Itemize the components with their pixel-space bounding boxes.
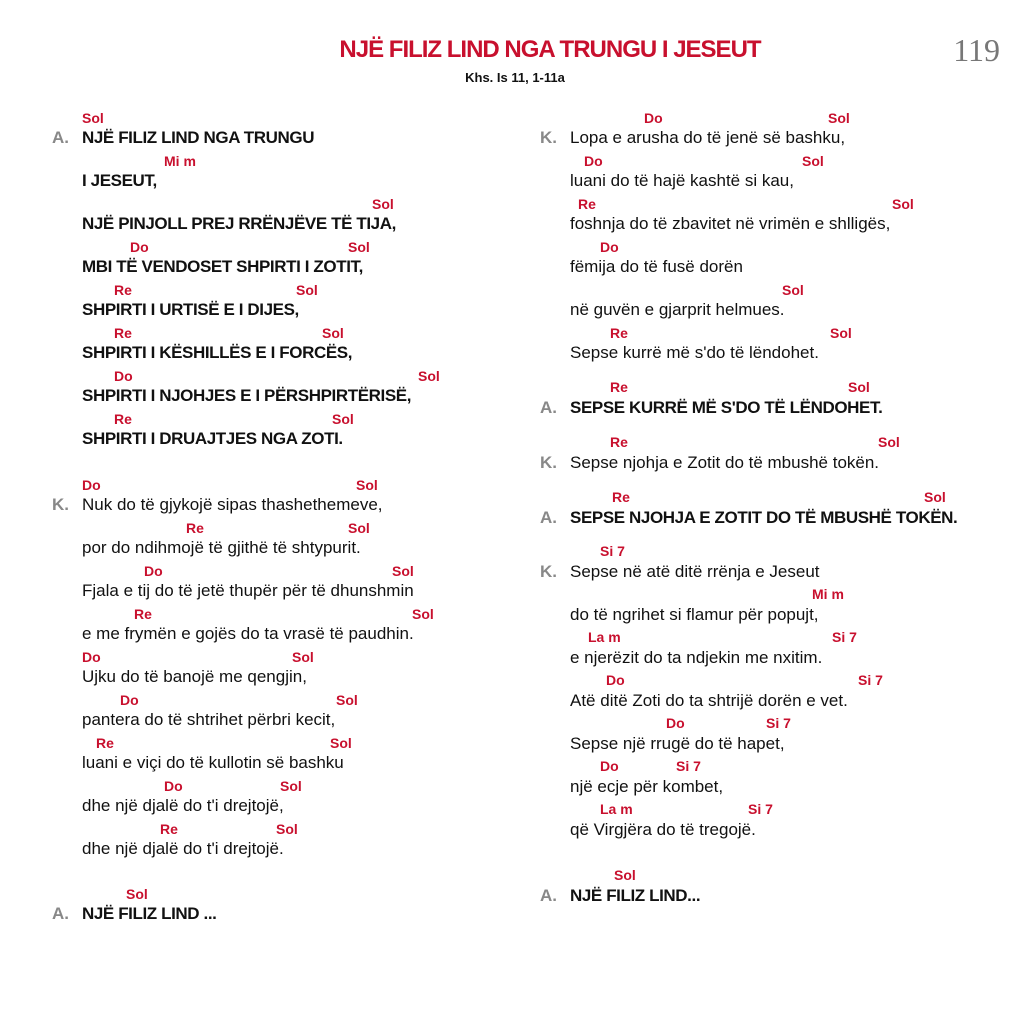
chord: Re xyxy=(114,325,132,341)
lyric-text: SHPIRTI I KËSHILLËS E I FORCËS, xyxy=(82,343,353,362)
chord: Sol xyxy=(330,735,352,751)
chord: Si 7 xyxy=(676,758,701,774)
lyric-line xyxy=(52,171,157,191)
lyric-line xyxy=(52,796,284,816)
chord-line xyxy=(52,886,522,902)
chord: Do xyxy=(82,477,101,493)
lyric-line xyxy=(52,667,307,687)
chord: Re xyxy=(610,434,628,450)
lyric-line xyxy=(52,343,352,363)
chord: Sol xyxy=(82,110,104,126)
lyric-text: foshnja do të zbavitet në vrimën e shlligës, xyxy=(570,214,891,233)
chord-line xyxy=(52,368,522,384)
chord: Sol xyxy=(356,477,378,493)
chord-line xyxy=(52,649,522,665)
chord: Sol xyxy=(418,368,440,384)
chord: Sol xyxy=(348,239,370,255)
chord: Sol xyxy=(332,411,354,427)
chord-line xyxy=(52,692,522,708)
section-marker: K. xyxy=(540,453,557,472)
lyric-text: I JESEUT, xyxy=(82,171,157,190)
chord-line xyxy=(52,110,522,126)
chord: La m xyxy=(600,801,633,817)
lyric-text: Ujku do të banojë me qengjin, xyxy=(82,667,307,686)
lyric-text: luani do të hajë kashtë si kau, xyxy=(570,171,794,190)
chord: Do xyxy=(114,368,133,384)
lyric-text: NJË FILIZ LIND... xyxy=(570,886,701,905)
chord: Mi m xyxy=(164,153,196,169)
lyric-line xyxy=(540,343,819,363)
section-marker: K. xyxy=(52,495,69,514)
chord-line xyxy=(52,239,522,255)
lyric-text: fëmija do të fusë dorën xyxy=(570,257,743,276)
chord: Do xyxy=(600,758,619,774)
lyric-line xyxy=(52,538,361,558)
lyric-line xyxy=(52,386,411,406)
chord: Si 7 xyxy=(748,801,773,817)
chord-line xyxy=(540,543,1010,559)
chord-line xyxy=(52,520,522,536)
chord-line xyxy=(540,110,1010,126)
scripture-reference: Khs. Is 11, 1-11a xyxy=(465,70,565,85)
chord-line xyxy=(540,434,1010,450)
song-title: NJË FILIZ LIND NGA TRUNGU I JESEUT xyxy=(339,36,761,63)
chord-line xyxy=(52,735,522,751)
section-marker: A. xyxy=(540,508,557,527)
chord: Mi m xyxy=(812,586,844,602)
chord: Do xyxy=(644,110,663,126)
lyric-line xyxy=(540,886,700,906)
chord: Sol xyxy=(372,196,394,212)
chord: Sol xyxy=(412,606,434,622)
lyric-text: SHPIRTI I URTISË E I DIJES, xyxy=(82,300,299,319)
lyric-text: NJË FILIZ LIND NGA TRUNGU xyxy=(82,128,315,147)
section-marker: A. xyxy=(540,886,557,905)
lyric-line xyxy=(52,710,335,730)
chord: Sol xyxy=(892,196,914,212)
chord: Sol xyxy=(782,282,804,298)
lyric-text: Sepse në atë ditë rrënja e Jeseut xyxy=(570,562,820,581)
chord: Sol xyxy=(280,778,302,794)
chord-line xyxy=(540,489,1010,505)
lyric-text: në guvën e gjarprit helmues. xyxy=(570,300,785,319)
chord-line xyxy=(540,282,1010,298)
chord-line xyxy=(540,196,1010,212)
lyric-text: Nuk do të gjykojë sipas thashethemeve, xyxy=(82,495,383,514)
lyric-line xyxy=(52,300,299,320)
chord: Do xyxy=(606,672,625,688)
chord-line xyxy=(540,672,1010,688)
chord-line xyxy=(540,325,1010,341)
section-marker: A. xyxy=(540,398,557,417)
lyric-text: një ecje për kombet, xyxy=(570,777,724,796)
lyric-text: NJË FILIZ LIND ... xyxy=(82,904,217,923)
chord-line xyxy=(52,411,522,427)
chord-line xyxy=(52,325,522,341)
chord: Do xyxy=(666,715,685,731)
lyric-text: që Virgjëra do të tregojë. xyxy=(570,820,756,839)
lyric-text: SEPSE KURRË MË S'DO TË LËNDOHET. xyxy=(570,398,883,417)
lyric-line xyxy=(52,581,414,601)
lyric-line xyxy=(540,171,794,191)
lyric-text: por do ndihmojë të gjithë të shtypurit. xyxy=(82,538,361,557)
chord: Re xyxy=(96,735,114,751)
chord-line xyxy=(540,586,1010,602)
chord: Sol xyxy=(830,325,852,341)
chord: Sol xyxy=(878,434,900,450)
lyric-line xyxy=(540,820,756,840)
chord: Re xyxy=(160,821,178,837)
lyric-text: Atë ditë Zoti do ta shtrijë dorën e vet. xyxy=(570,691,848,710)
lyric-line xyxy=(52,128,314,148)
lyric-text: NJË PINJOLL PREJ RRËNJËVE TË TIJA, xyxy=(82,214,396,233)
lyric-line xyxy=(540,777,723,797)
chord: Do xyxy=(82,649,101,665)
chord-line xyxy=(52,606,522,622)
lyric-line xyxy=(540,257,743,277)
chord-line xyxy=(52,282,522,298)
lyric-line xyxy=(540,648,822,668)
chord-line xyxy=(52,778,522,794)
lyric-line xyxy=(540,508,957,528)
lyric-text: Sepse një rrugë do të hapet, xyxy=(570,734,785,753)
chord-line xyxy=(52,821,522,837)
chord: Do xyxy=(584,153,603,169)
chord: Do xyxy=(144,563,163,579)
chord: Si 7 xyxy=(600,543,625,559)
chord: Sol xyxy=(392,563,414,579)
chord: Si 7 xyxy=(832,629,857,645)
chord: Do xyxy=(600,239,619,255)
chord: Sol xyxy=(848,379,870,395)
lyric-text: SHPIRTI I DRUAJTJES NGA ZOTI. xyxy=(82,429,343,448)
chord: Re xyxy=(114,282,132,298)
chord: Do xyxy=(120,692,139,708)
chord: Do xyxy=(164,778,183,794)
lyric-text: dhe një djalë do t'i drejtojë, xyxy=(82,796,284,815)
chord: Sol xyxy=(828,110,850,126)
lyric-text: MBI TË VENDOSET SHPIRTI I ZOTIT, xyxy=(82,257,363,276)
lyric-text: dhe një djalë do t'i drejtojë. xyxy=(82,839,284,858)
lyric-text: Lopa e arusha do të jenë së bashku, xyxy=(570,128,846,147)
chord: Sol xyxy=(296,282,318,298)
chord: Re xyxy=(186,520,204,536)
lyric-line xyxy=(540,128,845,148)
lyric-line xyxy=(52,214,396,234)
chord: Re xyxy=(610,325,628,341)
chord: Si 7 xyxy=(858,672,883,688)
chord: La m xyxy=(588,629,621,645)
chord: Sol xyxy=(292,649,314,665)
lyric-text: SEPSE NJOHJA E ZOTIT DO TË MBUSHË TOKËN. xyxy=(570,508,958,527)
chord-line xyxy=(540,758,1010,774)
chord-line xyxy=(540,379,1010,395)
section-marker: A. xyxy=(52,128,69,147)
chord: Sol xyxy=(924,489,946,505)
chord-line xyxy=(52,477,522,493)
lyric-line xyxy=(540,214,890,234)
chord-line xyxy=(540,801,1010,817)
lyric-line xyxy=(52,904,216,924)
lyric-text: pantera do të shtrihet përbri kecit, xyxy=(82,710,336,729)
lyric-line xyxy=(540,562,820,582)
chord: Re xyxy=(578,196,596,212)
lyric-text: Sepse njohja e Zotit do të mbushë tokën. xyxy=(570,453,880,472)
lyric-line xyxy=(52,753,344,773)
chord: Sol xyxy=(322,325,344,341)
lyric-line xyxy=(540,691,848,711)
lyric-text: e me frymën e gojës do ta vrasë të paudhin. xyxy=(82,624,414,643)
page-number: 119 xyxy=(953,32,1000,68)
chord: Re xyxy=(612,489,630,505)
lyric-line xyxy=(52,495,383,515)
lyric-line xyxy=(52,624,414,644)
lyric-line xyxy=(540,734,785,754)
section-marker: A. xyxy=(52,904,69,923)
chord: Sol xyxy=(336,692,358,708)
lyric-line xyxy=(540,605,819,625)
lyric-text: e njerëzit do ta ndjekin me nxitim. xyxy=(570,648,823,667)
lyric-line xyxy=(52,839,284,859)
lyric-text: Fjala e tij do të jetë thupër për të dhunshmin xyxy=(82,581,414,600)
chord-line xyxy=(540,239,1010,255)
lyric-text: SHPIRTI I NJOHJES E I PËRSHPIRTËRISË, xyxy=(82,386,412,405)
chord: Do xyxy=(130,239,149,255)
chord: Sol xyxy=(614,867,636,883)
chord: Re xyxy=(610,379,628,395)
section-marker: K. xyxy=(540,562,557,581)
section-marker: K. xyxy=(540,128,557,147)
chord: Sol xyxy=(126,886,148,902)
lyric-text: luani e viçi do të kullotin së bashku xyxy=(82,753,344,772)
chord-line xyxy=(52,563,522,579)
lyric-line xyxy=(540,300,785,320)
lyric-line xyxy=(540,398,882,418)
chord-line xyxy=(540,715,1010,731)
chord-line xyxy=(52,196,522,212)
chord-line xyxy=(52,153,522,169)
chord-line xyxy=(540,867,1010,883)
chord: Sol xyxy=(802,153,824,169)
lyric-text: do të ngrihet si flamur për popujt, xyxy=(570,605,819,624)
lyric-text: Sepse kurrë më s'do të lëndohet. xyxy=(570,343,819,362)
chord: Re xyxy=(134,606,152,622)
chord-line xyxy=(540,629,1010,645)
chord: Re xyxy=(114,411,132,427)
chord-line xyxy=(540,153,1010,169)
chord: Sol xyxy=(348,520,370,536)
chord: Si 7 xyxy=(766,715,791,731)
lyric-line xyxy=(52,429,343,449)
chord: Sol xyxy=(276,821,298,837)
lyric-line xyxy=(52,257,363,277)
lyric-line xyxy=(540,453,879,473)
